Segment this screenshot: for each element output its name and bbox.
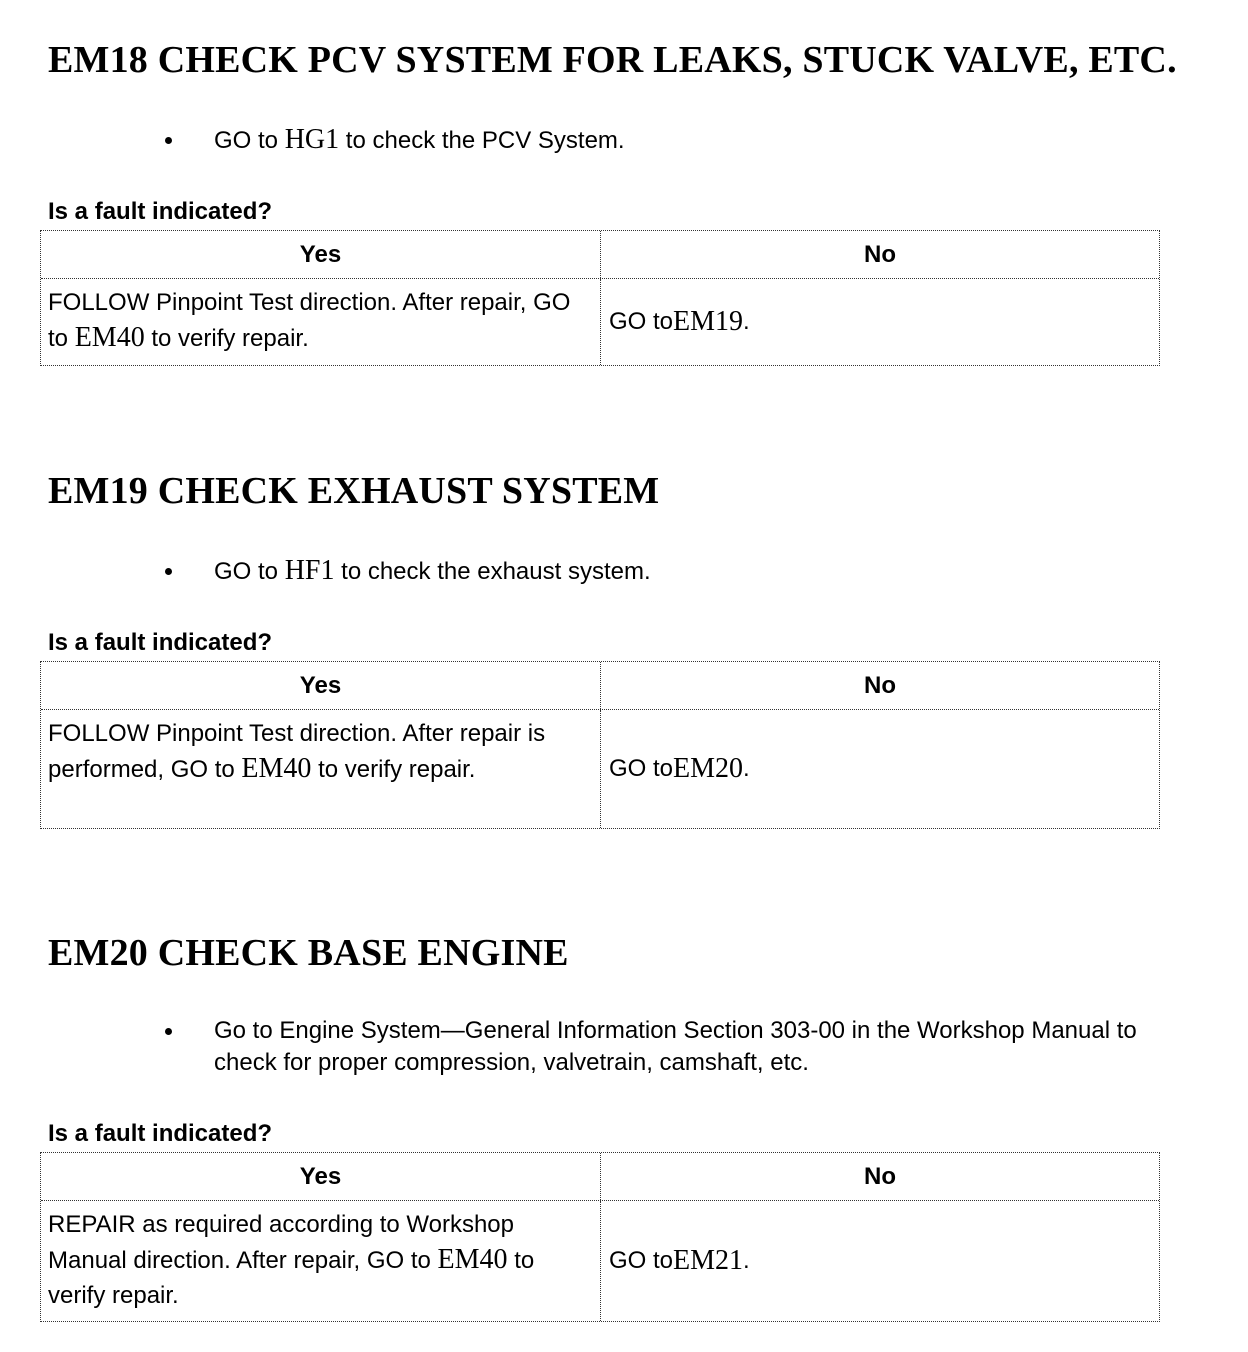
yes-text: FOLLOW Pinpoint Test direction. After repair is performed, GO to [48, 720, 546, 783]
no-header: No [864, 671, 896, 699]
bullet-prefix: GO to [214, 558, 285, 585]
table-header-row [41, 1153, 1159, 1201]
procedure-link-em40[interactable]: EM40 [241, 753, 312, 784]
bullet-text [214, 124, 1174, 157]
yes-header: Yes [41, 662, 601, 709]
procedure-link-em21[interactable]: EM21 [673, 1245, 744, 1276]
yes-cell [41, 279, 601, 365]
table-row [41, 1201, 1159, 1321]
procedure-link-hg1[interactable]: HG1 [284, 124, 340, 155]
yes-text-end: to verify repair. [311, 756, 476, 783]
fault-table [40, 1152, 1160, 1322]
yes-header: Yes [41, 1153, 601, 1200]
yes-text: FOLLOW Pinpoint Test direction. After repair, GO to [48, 289, 571, 352]
no-suffix: . [743, 755, 750, 782]
fault-question: Is a fault indicated? [48, 629, 273, 656]
section-heading: EM19 CHECK EXHAUST SYSTEM [48, 470, 660, 512]
no-prefix: GO to [609, 308, 674, 335]
table-header-row [41, 662, 1159, 710]
bullet-text [214, 555, 1174, 588]
fault-table [40, 230, 1160, 366]
procedure-link-hf1[interactable]: HF1 [284, 555, 335, 586]
fault-table [40, 661, 1160, 829]
yes-text: REPAIR as required according to Workshop Manual direction. After repair, GO to [48, 1211, 514, 1274]
bullet-dot-icon [165, 1028, 172, 1035]
bullet-prefix: GO to [214, 127, 285, 154]
fault-question: Is a fault indicated? [48, 198, 273, 225]
yes-cell [41, 710, 601, 828]
bullet-suffix: to check the PCV System. [339, 127, 625, 154]
yes-text-end: to verify repair. [144, 325, 309, 352]
fault-question: Is a fault indicated? [48, 1120, 273, 1147]
bullet-dot-icon [165, 568, 172, 575]
table-row [41, 279, 1159, 365]
yes-text-end: to verify repair. [48, 1247, 535, 1309]
no-prefix: GO to [609, 1247, 674, 1274]
section-heading: EM18 CHECK PCV SYSTEM FOR LEAKS, STUCK VALVE, ETC. [48, 39, 1177, 81]
bullet-dot-icon [165, 137, 172, 144]
section-heading: EM20 CHECK BASE ENGINE [48, 932, 569, 974]
no-cell [601, 710, 1159, 828]
procedure-link-em20[interactable]: EM20 [673, 753, 744, 784]
table-row [41, 710, 1159, 828]
bullet-text: Go to Engine System—General Information Section 303-00 in the Workshop Manual to check for proper compression, valvetrain, camshaft, etc. [214, 1017, 1137, 1076]
no-prefix: GO to [609, 755, 674, 782]
procedure-link-em19[interactable]: EM19 [673, 306, 744, 337]
no-suffix: . [743, 1247, 750, 1274]
no-suffix: . [743, 308, 750, 335]
no-header: No [864, 240, 896, 268]
yes-header: Yes [41, 231, 601, 278]
no-cell [601, 1201, 1159, 1321]
table-header-row [41, 231, 1159, 279]
no-cell [601, 279, 1159, 365]
bullet-suffix: to check the exhaust system. [334, 558, 651, 585]
procedure-link-em40[interactable]: EM40 [74, 322, 145, 353]
procedure-link-em40[interactable]: EM40 [437, 1244, 508, 1275]
no-header: No [864, 1162, 896, 1190]
yes-cell [41, 1201, 601, 1321]
